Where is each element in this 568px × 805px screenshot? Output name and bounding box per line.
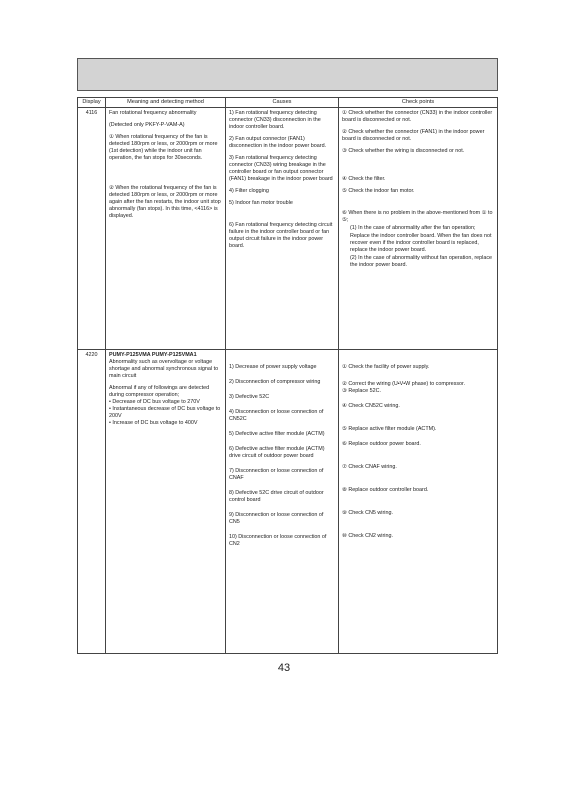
meaning-line: Abnormality such as overvoltage or voltage shortage and abnormal synchronous signal to main circuit [109,359,219,379]
check-line: ① Check whether the connector (CN33) in the indoor controller board is disconnected or not. [342,110,493,123]
header-causes: Causes [226,98,339,108]
error-code-cell: 4116 [78,108,106,350]
cause-line: 6) Fan rotational frequency detecting circuit failure in the indoor controller board or fan output circuit failure in the indoor power board. [229,222,333,249]
cause-line: 3) Fan rotational frequency detecting connector (CN33) wiring breakage in the controller board or fan output connector (FAN1) breakage in the indoor power board [229,155,333,182]
check-points-cell [339,108,498,350]
cause-line: 4) Disconnection or loose connection of CN52C [229,409,324,422]
check-line: ⑩ Check CN2 wiring. [342,533,393,539]
check-line: ⑥ Replace outdoor power board. [342,441,421,447]
meaning-line: (Detected only PKFY-P-VAM-A) [109,122,185,128]
check-points-cell [339,350,498,654]
cause-line: 3) Defective 52C [229,394,270,400]
meaning-line: Fan rotational frequency abnormality [109,110,197,116]
table-row [78,108,498,350]
check-line: ⑦ Check CNAF wiring. [342,464,397,470]
check-line: ⑤ Check the indoor fan motor. [342,188,415,194]
model-name: PUMY-P125VMA PUMY-P125VMA1 [109,352,197,358]
cause-line: 8) Defective 52C drive circuit of outdoor control board [229,490,324,503]
header-display: Display [78,98,106,108]
check-line: (2) In the case of abnormality without fan operation, replace the indoor power board. [350,255,493,268]
cause-line: 5) Defective active filter module (ACTM) [229,431,325,437]
section-header-band [77,58,498,91]
meaning-line: • Decrease of DC bus voltage to 270V [109,399,200,405]
check-line: ② Check whether the connector (FAN1) in the indoor power board is disconnected or not. [342,129,485,142]
meaning-cell [106,108,226,350]
check-line: (1) In the case of abnormality after the fan operation; [350,225,476,231]
cause-line: 2) Fan output connector (FAN1) disconnection in the indoor power board. [229,136,327,149]
cause-line: 4) Filter clogging [229,188,269,194]
check-line: ⑥ When there is no problem in the above-mentioned from ① to ⑤; [342,210,493,223]
meaning-line: Abnormal if any of followings are detected during compressor operation; [109,385,210,398]
check-line: ② Correct the wiring (U•V•W phase) to compressor. [342,381,466,387]
cause-line: 7) Disconnection or loose connection of CNAF [229,468,324,481]
check-line: ④ Check the filter. [342,176,386,182]
page-number: 43 [277,662,291,674]
cause-line: 1) Fan rotational frequency detecting connector (CN33) disconnection in the indoor controller board. [229,110,321,130]
header-check-points: Check points [339,98,498,108]
cause-line: 9) Disconnection or loose connection of CN5 [229,512,324,525]
check-line: Replace the indoor controller board. When the fan does not recover even if the indoor controller board is replaced, replace the indoor power board. [350,233,492,253]
header-meaning: Meaning and detecting method [106,98,226,108]
check-line: ① Check the facility of power supply. [342,364,430,370]
meaning-line: • Instantaneous decrease of DC bus voltage to 200V [109,406,221,419]
causes-cell [226,350,339,654]
meaning-line: • Increase of DC bus voltage to 400V [109,420,198,426]
cause-line: 10) Disconnection or loose connection of CN2 [229,534,327,547]
check-line: ③ Check whether the wiring is disconnected or not. [342,148,465,154]
check-line: ⑤ Replace active filter module (ACTM). [342,426,437,432]
check-line: ⑧ Replace outdoor controller board. [342,487,429,493]
cause-line: 2) Disconnection of compressor wiring [229,379,321,385]
meaning-line: ① When rotational frequency of the fan is detected 180rpm or less, or 2000rpm or more (1st detection) while the indoor unit fan operation, the fan stops for 30seconds. [109,134,218,161]
check-line: ③ Replace 52C. [342,388,381,394]
error-code-cell: 4220 [78,350,106,654]
meaning-line: ② When the rotational frequency of the fan is detected 180rpm or less, or 2000rpm or more again after the fan restarts, the indoor unit stop abnormally (fan stops). In this time, <4116> is displayed. [109,185,221,219]
cause-line: 6) Defective active filter module (ACTM) drive circuit of outdoor power board [229,446,325,459]
cause-line: 1) Decrease of power supply voltage [229,364,317,370]
meaning-cell [106,350,226,654]
table-row [78,350,498,654]
check-line: ⑨ Check CN5 wiring. [342,510,393,516]
causes-cell [226,108,339,350]
troubleshooting-table [77,97,498,654]
check-line: ④ Check CN52C wiring. [342,403,400,409]
table-header-row [78,98,498,108]
cause-line: 5) Indoor fan motor trouble [229,200,293,206]
